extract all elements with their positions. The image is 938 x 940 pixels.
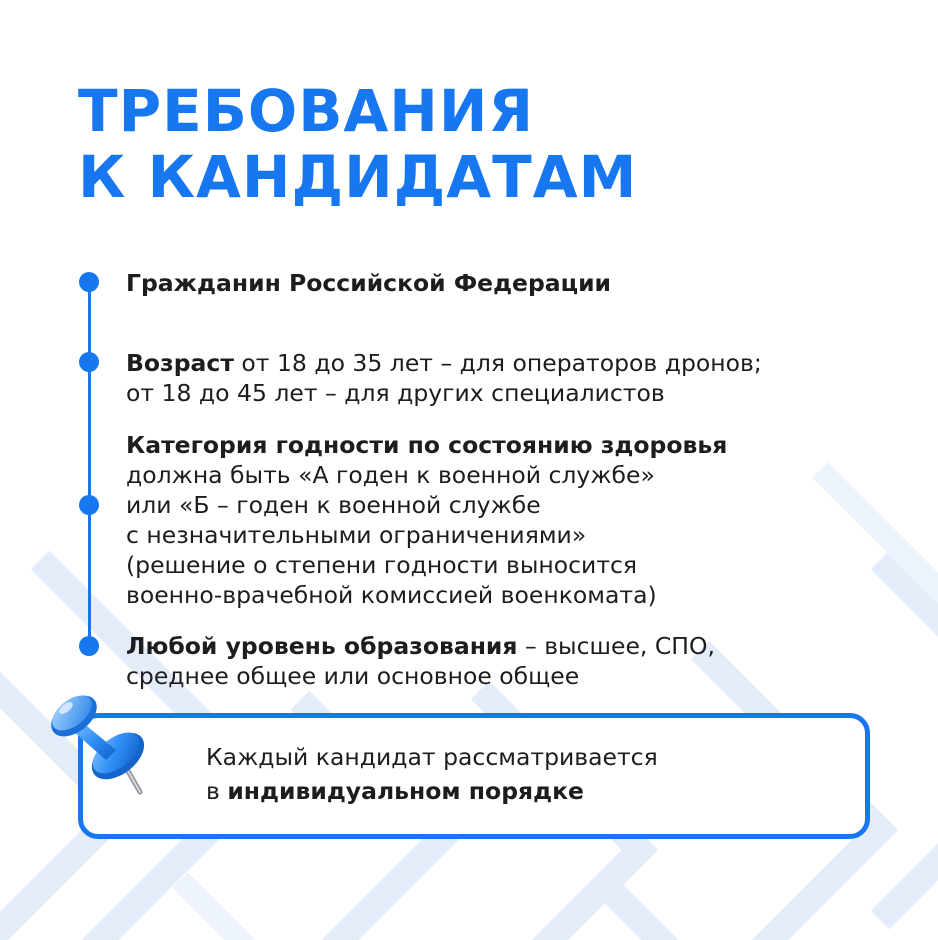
requirement-4-line-2: среднее общее или основное общее bbox=[126, 662, 580, 690]
requirement-1-bold: Гражданин Российской Федерации bbox=[126, 269, 612, 297]
requirement-health bbox=[126, 430, 916, 610]
title-line-2: К КАНДИДАТАМ bbox=[78, 143, 638, 211]
requirement-2-bold: Возраст bbox=[126, 349, 234, 377]
requirement-citizenship bbox=[126, 268, 916, 298]
note-box bbox=[78, 713, 870, 839]
timeline-dot-3 bbox=[79, 495, 99, 515]
requirement-education bbox=[126, 631, 916, 691]
requirement-3-bold: Категория годности по состоянию здоровья bbox=[126, 431, 728, 459]
requirement-age bbox=[126, 348, 916, 408]
requirement-3-line-4: с незначительными ограничениями» bbox=[126, 521, 587, 549]
requirement-2-line-2: от 18 до 45 лет – для других специалистов bbox=[126, 379, 665, 407]
requirement-3-line-5: (решение о степени годности выносится bbox=[126, 551, 638, 579]
timeline-dot-1 bbox=[79, 272, 99, 292]
timeline-line bbox=[88, 283, 91, 645]
requirement-3-line-3: или «Б – годен к военной службе bbox=[126, 491, 541, 519]
timeline-dot-4 bbox=[79, 636, 99, 656]
note-line-1: Каждый кандидат рассматривается bbox=[206, 743, 658, 771]
timeline-dot-2 bbox=[79, 352, 99, 372]
requirement-3-line-6: военно-врачебной комиссией военкомата) bbox=[126, 581, 657, 609]
note-line-2-bold: индивидуальном порядке bbox=[227, 777, 584, 805]
pushpin-icon bbox=[36, 676, 166, 806]
note-line-2-prefix: в bbox=[206, 777, 228, 805]
requirement-3-line-2: должна быть «А годен к военной службе» bbox=[126, 461, 655, 489]
requirement-4-rest: – высшее, СПО, bbox=[517, 632, 715, 660]
title-line-1: ТРЕБОВАНИЯ bbox=[78, 77, 535, 145]
note-text bbox=[206, 740, 658, 808]
page-title bbox=[78, 78, 637, 210]
requirement-4-bold: Любой уровень образования bbox=[126, 632, 518, 660]
requirement-2-rest: от 18 до 35 лет – для операторов дронов; bbox=[233, 349, 762, 377]
